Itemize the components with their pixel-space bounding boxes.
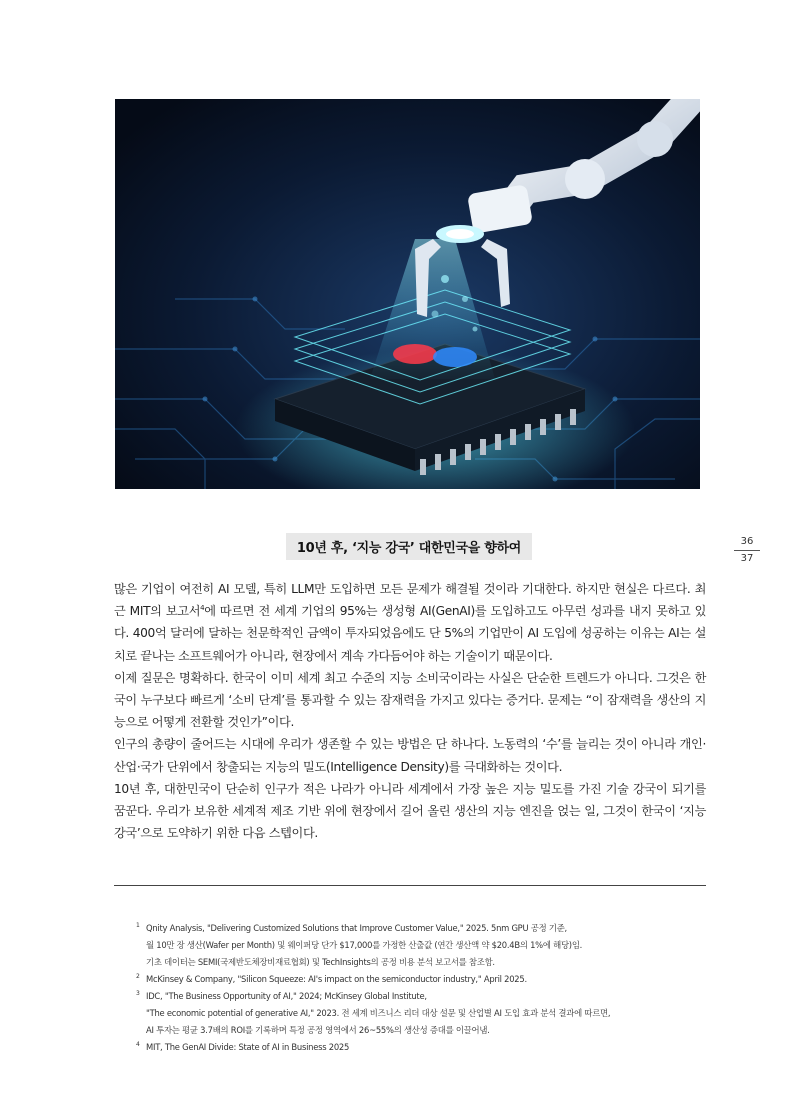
footnote: [136, 988, 706, 1039]
footnote-line: 월 10만 장 생산(Wafer per Month) 및 웨이퍼당 단가 $17,000를 가정한 산출값 (연간 생산액 약 $20.4B의 1%에 해당)임.: [146, 940, 583, 950]
paragraph-text: 에 따르면 전 세계 기업의 95%는 생성형 AI(GenAI)를 도입하고도 아무런 성과를 내지 못하고 있다. 400억 달러에 달하는 천문학적인 금액이 투자되었음에도 단 5%의 기업만이 AI 도입에 성공하는 이유는 AI는 설치로 끝나는 소프트웨어가 아니라, 현장에서 계속 가다듬어야 하는 기술이기 때문이다.: [114, 604, 707, 663]
footnote: [136, 971, 706, 988]
footnotes: [136, 920, 706, 1056]
footnote-divider: [114, 885, 706, 886]
footnote: [136, 920, 706, 971]
footnote-line: IDC, "The Business Opportunity of AI," 2024; McKinsey Global Institute,: [146, 991, 427, 1001]
footnote-number: 3: [136, 990, 140, 997]
page-number-next: 37: [740, 553, 754, 564]
footnote-number: 2: [136, 973, 140, 980]
section-heading-wrapper: [0, 533, 796, 560]
robot-arm-chip-illustration: [115, 99, 700, 489]
body-text: [114, 578, 706, 844]
footnote-reference[interactable]: 4: [200, 604, 205, 613]
paragraph: 인구의 총량이 줄어드는 시대에 우리가 생존할 수 있는 방법은 단 하나다. 노동력의 ‘수’를 늘리는 것이 아니라 개인·산업·국가 단위에서 창출되는 지능의 밀도(Intelligence Density)를 극대화하는 것이다.: [114, 737, 706, 774]
footnote-line: 기초 데이터는 SEMI(국제반도체장비재료협회) 및 TechInsights의 공정 비용 분석 보고서를 참조함.: [146, 957, 495, 967]
page-number-current: 36: [740, 536, 754, 547]
footnote-line: AI 투자는 평균 3.7배의 ROI를 기록하며 특정 공정 영역에서 26~55%의 생산성 증대를 이끌어냄.: [146, 1025, 490, 1035]
footnote-line: Qnity Analysis, "Delivering Customized Solutions that Improve Customer Value," 2025. 5nm GPU 공정 기준,: [146, 923, 567, 933]
footnote-line: MIT, The GenAI Divide: State of AI in Business 2025: [146, 1042, 350, 1052]
footnote-line: McKinsey & Company, "Silicon Squeeze: AI's impact on the semiconductor industry," April 2025.: [146, 974, 527, 984]
footnote-number: 1: [136, 922, 140, 929]
paragraph-text: 많은 기업이 여전히 AI 모델, 특히 LLM만 도입하면 모든 문제가 해결될 것이라 기대한다. 하지만 현실은 다르다. 최근 MIT의 보고서: [114, 582, 706, 619]
hero-image: [115, 99, 700, 489]
paragraph: 이제 질문은 명확하다. 한국이 이미 세계 최고 수준의 지능 소비국이라는 사실은 단순한 트렌드가 아니다. 그것은 한국이 누구보다 빠르게 ‘소비 단계’를 통과할 수 있는 잠재력을 가지고 있다는 증거다. 문제는 “이 잠재력을 생산의 지능으로 어떻게 전환할 것인가”이다.: [114, 670, 706, 730]
footnote-number: 4: [136, 1041, 140, 1048]
paragraph: 10년 후, 대한민국이 단순히 인구가 적은 나라가 아니라 세계에서 가장 높은 지능 밀도를 가진 기술 강국이 되기를 꿈꾼다. 우리가 보유한 세계적 제조 기반 위에 현장에서 길어 올린 생산의 지능 엔진을 얹는 일, 그것이 한국이 ‘지능 강국’으로 도약하기 위한 다음 스텝이다.: [114, 781, 706, 841]
footnote-line: "The economic potential of generative AI," 2023. 전 세계 비즈니스 리더 대상 설문 및 산업별 AI 도입 효과 분석 결과에 따르면,: [146, 1008, 611, 1018]
paragraph: [114, 578, 706, 667]
footnote: [136, 1039, 706, 1056]
section-heading: 10년 후, ‘지능 강국’ 대한민국을 향하여: [286, 533, 532, 560]
